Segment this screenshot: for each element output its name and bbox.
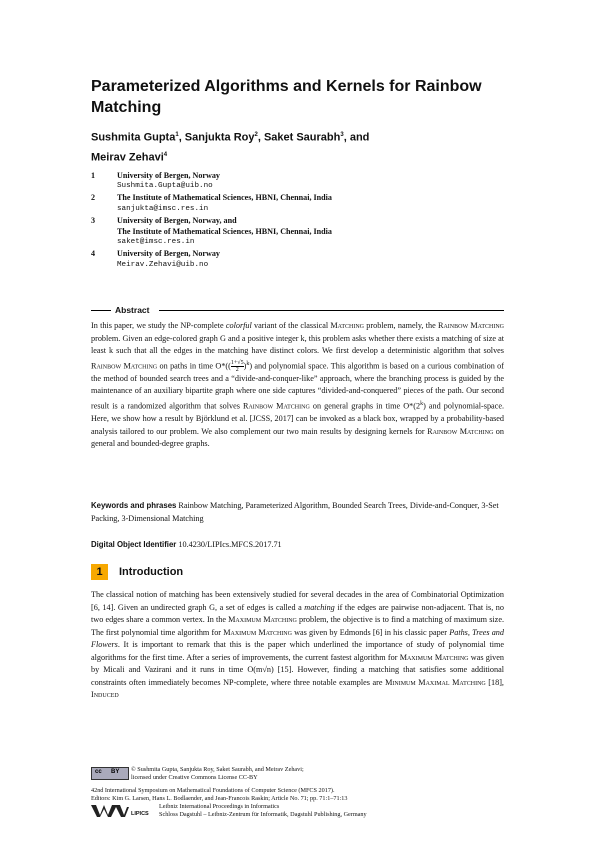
doi-label: Digital Object Identifier	[91, 540, 177, 549]
abstract-body: In this paper, we study the NP-complete colorful variant of the classical Matching problem, namely, the Rainbow Matching problem. Given an edge-colored graph G and a positive integer k, this problem asks whether there exists a matching of size at least k such that all the edges in the matching have distinct colors. We first develop a deterministic algorithm that solves Rainbow Matching on paths in time O*(( $\frac{1+√5}{2})^k$) and polynomial space. This algorithm is based on a curious combination of the method of bounded search trees and a “divide-and-conquer-like” approach, where the branching process is guided by the maintenance of an auxiliary bipartite graph where one side captures “divided-and-conquered” pieces of the path. Our second result is a randomized algorithm that solves Rainbow Matching on general graphs in time O*(2$^k$) and polynomial-space. Here, we show how a result by Björklund et al. [JCSS, 2017] can be invoked as a black box, wrapped by a probability-based analysis tailored to our problem. We also complement our two main results by designing kernels for Rainbow Matching on general and bounded-degree graphs.	[91, 321, 504, 449]
keywords-label: Keywords and phrases	[91, 501, 177, 510]
by-icon: BY	[111, 769, 120, 775]
author-affil-mark: 3	[340, 132, 344, 138]
affiliation-item	[91, 248, 521, 270]
problem-name: Maximum Matching	[399, 652, 469, 662]
copyright-text: © Sushmita Gupta, Sanjukta Roy, Saket Saurabh, and Meirav Zehavi;	[131, 766, 304, 773]
golden-ratio-fraction: $\frac{1+√5}{2}$	[230, 359, 244, 373]
cc-license-badge[interactable]	[91, 767, 129, 780]
keywords-text: Rainbow Matching, Parameterized Algorithm, Bounded Search Trees, Divide-and-Conquer, 3-Set Packing, 3-Dimensional Matching	[91, 501, 499, 523]
problem-name: Rainbow Matching	[427, 426, 494, 436]
author-name: , Sanjukta Roy	[178, 131, 255, 144]
doi	[91, 539, 504, 551]
problem-name: Rainbow Matching	[242, 401, 310, 411]
section-title: Introduction	[119, 566, 184, 578]
section-number-badge: 1	[91, 564, 108, 580]
affiliation-item	[91, 192, 521, 214]
author-list	[91, 127, 511, 166]
emphasis-text: colorful	[225, 321, 252, 330]
problem-name: Maximum Matching	[223, 627, 292, 637]
affiliation-number: 2	[91, 193, 96, 203]
author-name: , Saket Saurabh	[257, 131, 341, 144]
affiliation-name: University of Bergen, Norway	[117, 249, 220, 259]
editors-text: Editors: Kim G. Larsen, Hans L. Bodlaender, and Jean-Francois Raskin; Article No. 71; pp. 71:1–71:13	[91, 794, 348, 802]
author-email-link[interactable]: Sushmita.Gupta@uib.no	[117, 182, 213, 191]
affiliation-number: 1	[91, 171, 96, 180]
cc-icon: cc	[95, 769, 102, 775]
problem-name: Induced	[91, 690, 119, 699]
author-email-link[interactable]: saket@imsc.res.in	[117, 238, 195, 247]
affiliation-name: University of Bergen, Norway	[117, 171, 220, 180]
problem-name: Rainbow Matching	[438, 321, 504, 330]
problem-name: Rainbow Matching	[91, 361, 158, 371]
author-line-1	[91, 127, 511, 147]
copyright-block	[131, 766, 511, 781]
exponent: k	[420, 400, 424, 407]
affiliation-name: The Institute of Mathematical Sciences, HBNI, Chennai, India	[117, 227, 332, 237]
abstract-rule-right	[159, 310, 504, 311]
problem-name: Maximum Matching	[228, 615, 297, 624]
exponent: k	[246, 360, 250, 367]
affiliation-name: University of Bergen, Norway, and	[117, 215, 237, 225]
author-email-link[interactable]: Meirav.Zehavi@uib.no	[117, 260, 209, 269]
keywords	[91, 500, 504, 525]
introduction-body: The classical notion of matching has been extensively studied for several decades in the area of Combinatorial Optimization [6, 14]. Given an undirected graph G, a set of edges is called a matching if the edges are pairwise non-adjacent. That is, no two edges share a common vertex. In the Maximum Matching problem, the objective is to find a matching of maximum size. The first polynomial time algorithm for Maximum Matching was given by Edmonds [6] in his classic paper Paths, Trees and Flowers. It is important to remark that this is the paper which underlined the importance of study of polynomial time algorithms for the first time. After a series of improvements, the current fastest algorithm for Maximum Matching was given by Micali and Vazirani and it runs in time O(m√n) [15]. However, finding a matching that satisfies some additional constraints often immediately becomes NP-complete, where three notable examples are Minimum Maximal Matching [18], Induced	[91, 590, 504, 699]
publisher-block	[159, 803, 519, 818]
conference-text: 42nd International Symposium on Mathematical Foundations of Computer Science (MFCS 2017).	[91, 787, 335, 794]
affiliation-name: The Institute of Mathematical Sciences, HBNI, Chennai, India	[117, 193, 332, 203]
affiliation-number: 3	[91, 215, 96, 225]
emphasis-text: Paths, Trees and Flowers	[91, 627, 504, 649]
affiliation-item	[91, 215, 521, 249]
affiliation-item	[91, 170, 521, 192]
author-name: Meirav Zehavi	[91, 151, 164, 164]
publisher-text: Schloss Dagstuhl – Leibniz-Zentrum für Informatik, Dagstuhl Publishing, Germany	[159, 810, 367, 818]
abstract-label: Abstract	[115, 305, 150, 315]
license-text: licensed under Creative Commons License CC-BY	[131, 773, 258, 781]
author-affil-mark: 2	[254, 132, 258, 138]
venue-block	[91, 787, 511, 802]
problem-name: Matching	[330, 321, 365, 330]
author-line-2	[91, 147, 511, 167]
author-email-link[interactable]: sanjukta@imsc.res.in	[117, 204, 209, 213]
series-text: Leibniz International Proceedings in Informatics	[159, 803, 280, 810]
affiliation-list	[91, 170, 521, 271]
section-heading	[91, 564, 391, 580]
lipics-logo	[91, 803, 156, 818]
doi-link[interactable]: 10.4230/LIPIcs.MFCS.2017.71	[178, 540, 282, 549]
author-name: Sushmita Gupta	[91, 131, 176, 144]
problem-name: Minimum Maximal Matching	[385, 677, 486, 687]
abstract-heading	[91, 304, 504, 316]
abstract-rule-left	[91, 310, 111, 311]
affiliation-number: 4	[91, 249, 96, 259]
author-separator: , and	[343, 131, 370, 144]
lipics-label: LIPICS	[131, 811, 149, 817]
lipics-logo-icon	[91, 803, 129, 818]
paper-title: Parameterized Algorithms and Kernels for Rainbow Matching	[91, 78, 482, 116]
author-affil-mark: 4	[163, 151, 168, 158]
emphasis-text: matching	[304, 602, 335, 612]
author-affil-mark: 1	[175, 132, 179, 138]
